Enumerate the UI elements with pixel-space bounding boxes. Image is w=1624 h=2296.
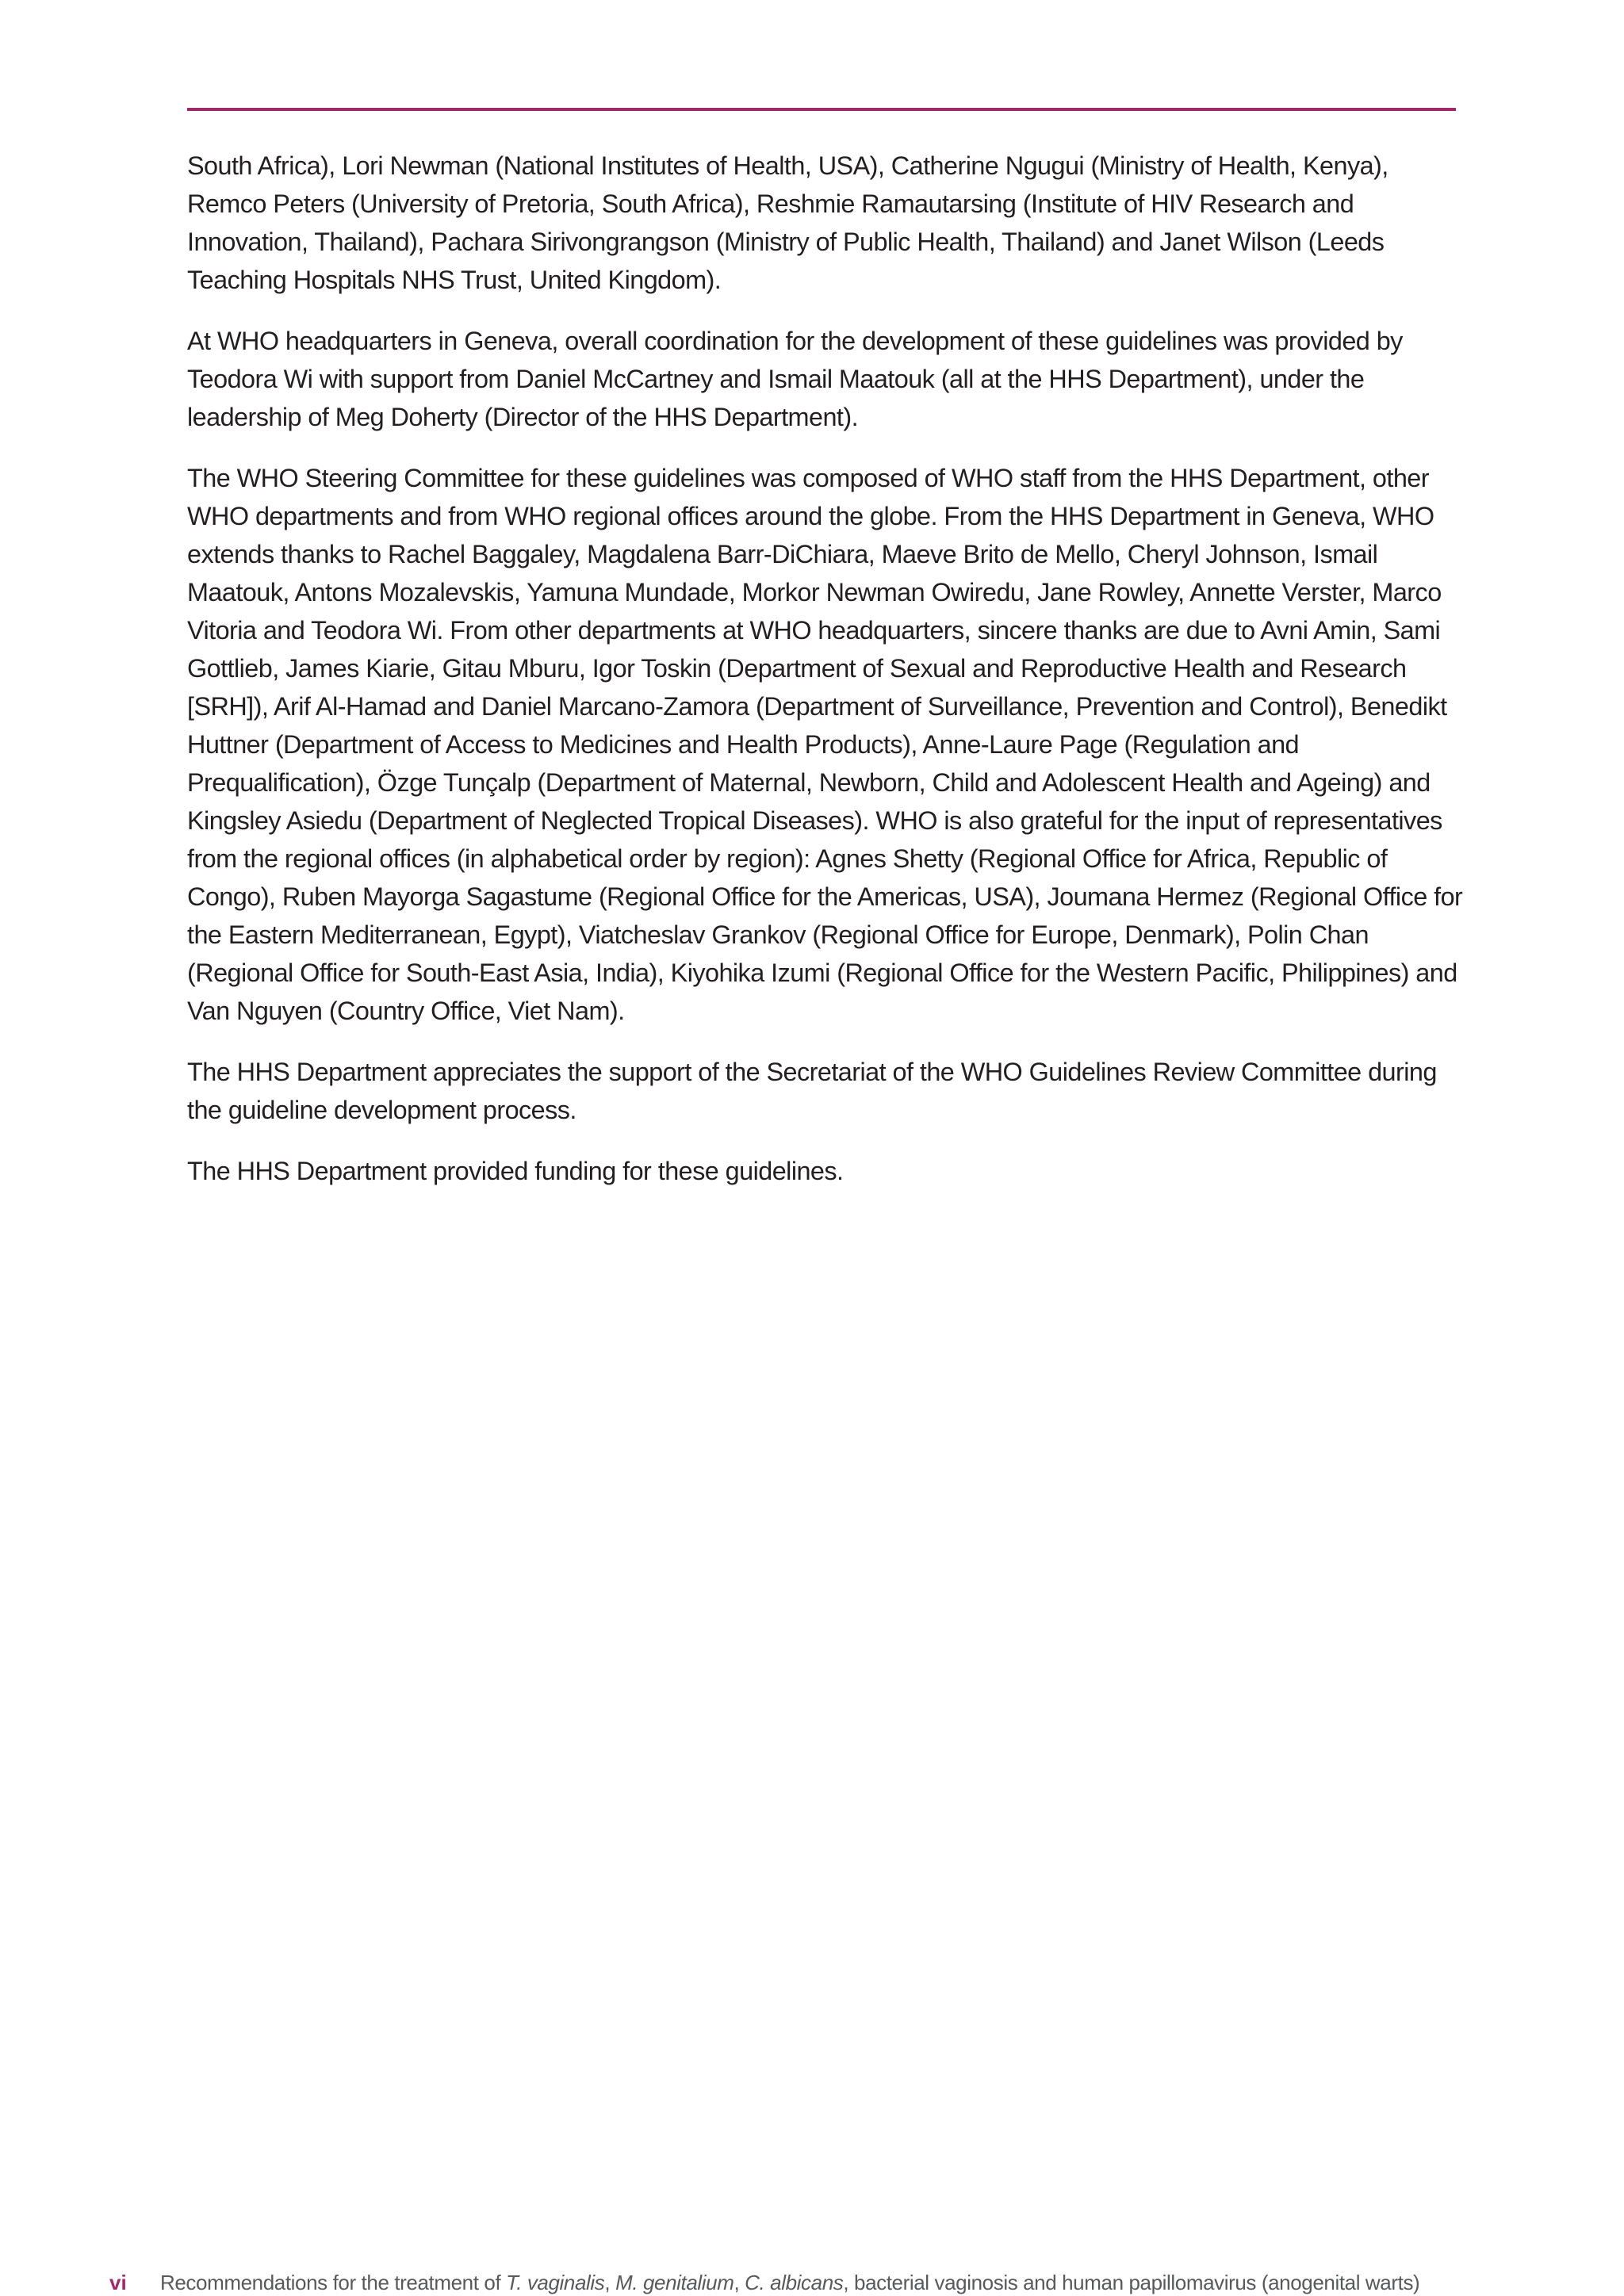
paragraph: South Africa), Lori Newman (National Institutes of Health, USA), Catherine Ngugui (Ministry of Health, Kenya), Remco Peters (University of Pretoria, South Africa), Reshmie Ramautarsing (Institute of HIV Research and Innovation, Thailand), Pachara Sirivongrangson (Ministry of Public Health, Thailand) and Janet Wilson (Leeds Teaching Hospitals NHS Trust, United Kingdom). (187, 151, 1388, 294)
page-number: vi (109, 2271, 127, 2294)
header-rule (187, 108, 1456, 111)
separator: , (733, 2271, 745, 2294)
running-title-suffix: , bacterial vaginosis and human papillomavirus (anogenital warts) (843, 2271, 1420, 2294)
page-footer (0, 2269, 1624, 2296)
paragraph: At WHO headquarters in Geneva, overall coordination for the development of these guidelines was provided by Teodora Wi with support from Daniel McCartney and Ismail Maatouk (all at the HHS Department), under the leadership of Meg Doherty (Director of the HHS Department). (187, 327, 1403, 431)
document-body (187, 147, 1464, 1213)
running-title-prefix: Recommendations for the treatment of (160, 2271, 507, 2294)
paragraph: The HHS Department provided funding for these guidelines. (187, 1157, 844, 1185)
species-name: C. albicans (745, 2271, 844, 2294)
species-name: T. vaginalis (506, 2271, 605, 2294)
species-name: M. genitalium (615, 2271, 734, 2294)
running-title (160, 2269, 1419, 2296)
paragraph: The WHO Steering Committee for these guidelines was composed of WHO staff from the HHS Department, other WHO departments and from WHO regional offices around the globe. From the HHS Department in Geneva, WHO extends thanks to Rachel Baggaley, Magdalena Barr-DiChiara, Maeve Brito de Mello, Cheryl Johnson, Ismail Maatouk, Antons Mozalevskis, Yamuna Mundade, Morkor Newman Owiredu, Jane Rowley, Annette Verster, Marco Vitoria and Teodora Wi. From other departments at WHO headquarters, sincere thanks are due to Avni Amin, Sami Gottlieb, James Kiarie, Gitau Mburu, Igor Toskin (Department of Sexual and Reproductive Health and Research [SRH]), Arif Al-Hamad and Daniel Marcano-Zamora (Department of Surveillance, Prevention and Control), Benedikt Huttner (Department of Access to Medicines and Health Products), Anne-Laure Page (Regulation and Prequalification), Özge Tunçalp (Department of Maternal, Newborn, Child and Adolescent Health and Ageing) and Kingsley Asiedu (Department of Neglected Tropical Diseases). WHO is also grateful for the input of representatives from the regional offices (in alphabetical order by region): Agnes Shetty (Regional Office for Africa, Republic of Congo), Ruben Mayorga Sagastume (Regional Office for the Americas, USA), Joumana Hermez (Regional Office for the Eastern Mediterranean, Egypt), Viatcheslav Grankov (Regional Office for Europe, Denmark), Polin Chan (Regional Office for South-East Asia, India), Kiyohika Izumi (Regional Office for the Western Pacific, Philippines) and Van Nguyen (Country Office, Viet Nam). (187, 464, 1463, 1025)
separator: , (604, 2271, 616, 2294)
paragraph: The HHS Department appreciates the support of the Secretariat of the WHO Guidelines Review Committee during the guideline development process. (187, 1058, 1437, 1124)
